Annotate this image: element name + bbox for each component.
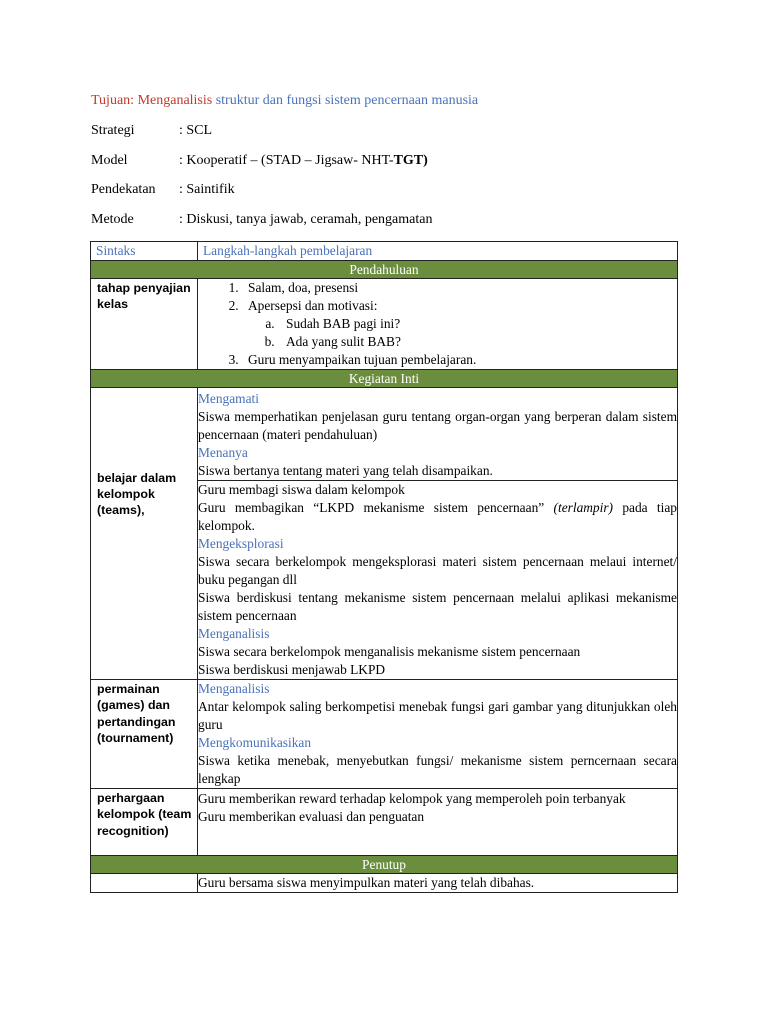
model-row: [91, 153, 428, 169]
goal-label: Tujuan:: [91, 93, 138, 108]
teams-line2: Guru membagikan “LKPD mekanisme sistem pencernaan” (terlampir) pada tiap kelompok.: [198, 500, 677, 533]
observe-cell: [198, 388, 678, 481]
communicate-title: Mengkomunikasikan: [198, 735, 312, 750]
explore-text2: Siswa berdiskusi tentang mekanisme sistem pencernaan melalui aplikasi mekanisme sistem pencernaan: [198, 590, 677, 623]
goal-verb: Menganalisis: [137, 93, 213, 108]
list-item: 1. Salam, doa, presensi: [242, 279, 677, 297]
observe-title: Mengamati: [198, 391, 259, 406]
goal-text: struktur dan fungsi sistem pencernaan manusia: [212, 93, 479, 108]
approach-value: : Saintifik: [179, 182, 235, 197]
header-sintaks: Sintaks: [91, 242, 198, 261]
strategy-label: Strategi: [91, 123, 135, 138]
lesson-plan-table: [90, 241, 678, 893]
method-label: Metode: [91, 212, 134, 227]
games-analyze-text: Antar kelompok saling berkompetisi menebak fungsi gari gambar yang ditunjukkan oleh guru: [198, 699, 677, 732]
closing-cell: Guru bersama siswa menyimpulkan materi yang telah dibahas.: [198, 874, 678, 893]
attachment-note: (terlampir): [553, 500, 614, 515]
model-label: Model: [91, 153, 128, 168]
section-closing: Penutup: [91, 856, 678, 874]
sintaks-recognition: perhargaan kelompok (team recognition): [97, 791, 192, 838]
motivation-questions: [248, 315, 677, 351]
step2-text: Apersepsi dan motivasi:: [248, 298, 378, 313]
teams-line1: Guru membagi siswa dalam kelompok: [198, 482, 405, 497]
header-steps: Langkah-langkah pembelajaran: [198, 242, 678, 261]
games-cell: [198, 680, 678, 789]
analyze-title: Menganalisis: [198, 626, 270, 641]
analyze-text2: Siswa berdiskusi menjawab LKPD: [198, 662, 386, 677]
sintaks-teams: belajar dalam kelompok (teams),: [97, 470, 177, 518]
observe-text: Siswa memperhatikan penjelasan guru tentang organ-organ yang berperan dalam sistem pencernaan (materi pendahuluan): [198, 409, 677, 442]
list-item: 3. Guru menyampaikan tujuan pembelajaran.: [242, 351, 677, 369]
table-row: [91, 874, 678, 893]
table-row: [91, 481, 678, 680]
method-value: : Diskusi, tanya jawab, ceramah, pengamatan: [179, 212, 433, 227]
ask-title: Menanya: [198, 445, 248, 460]
learning-goal: [91, 93, 478, 109]
explore-title: Mengeksplorasi: [198, 536, 284, 551]
section-row-closing: [91, 856, 678, 874]
recognition-text2: Guru memberikan evaluasi dan penguatan: [198, 809, 425, 824]
section-row-core: [91, 370, 678, 388]
list-item: b. Ada yang sulit BAB?: [278, 333, 677, 351]
list-item: [242, 297, 677, 351]
sintaks-intro: tahap penyajian kelas: [97, 281, 191, 312]
strategy-value: : SCL: [179, 123, 213, 138]
model-value-bold: TGT): [393, 153, 428, 168]
table-row: [91, 789, 678, 856]
explore-text1: Siswa secara berkelompok mengeksplorasi materi sistem pencernaan melaui internet/ buku pegangan dll: [198, 554, 677, 587]
table-row: [91, 388, 678, 481]
approach-row: [91, 182, 235, 198]
table-row: [91, 680, 678, 789]
section-intro: Pendahuluan: [91, 261, 678, 279]
method-row: [91, 212, 432, 228]
model-value: : Kooperatif – (STAD – Jigsaw- NHT-: [179, 153, 394, 168]
approach-label: Pendekatan: [91, 182, 156, 197]
list-item: a. Sudah BAB pagi ini?: [278, 315, 677, 333]
table-header-row: [91, 242, 678, 261]
ask-text: Siswa bertanya tentang materi yang telah disampaikan.: [198, 463, 493, 478]
recognition-text1: Guru memberikan reward terhadap kelompok yang memperoleh poin terbanyak: [198, 791, 626, 806]
analyze-text1: Siswa secara berkelompok menganalisis mekanisme sistem pencernaan: [198, 644, 581, 659]
teams-cell: [198, 481, 678, 680]
table-row: [91, 279, 678, 370]
section-row-intro: [91, 261, 678, 279]
games-analyze-title: Menganalisis: [198, 681, 270, 696]
section-core: Kegiatan Inti: [91, 370, 678, 388]
recognition-cell: [198, 789, 678, 856]
intro-steps: [198, 279, 677, 369]
strategy-row: [91, 123, 212, 139]
communicate-text: Siswa ketika menebak, menyebutkan fungsi/ mekanisme sistem perncernaan secara lengkap: [198, 753, 677, 786]
sintaks-games: permainan (games) dan pertandingan (tournament): [97, 682, 176, 745]
